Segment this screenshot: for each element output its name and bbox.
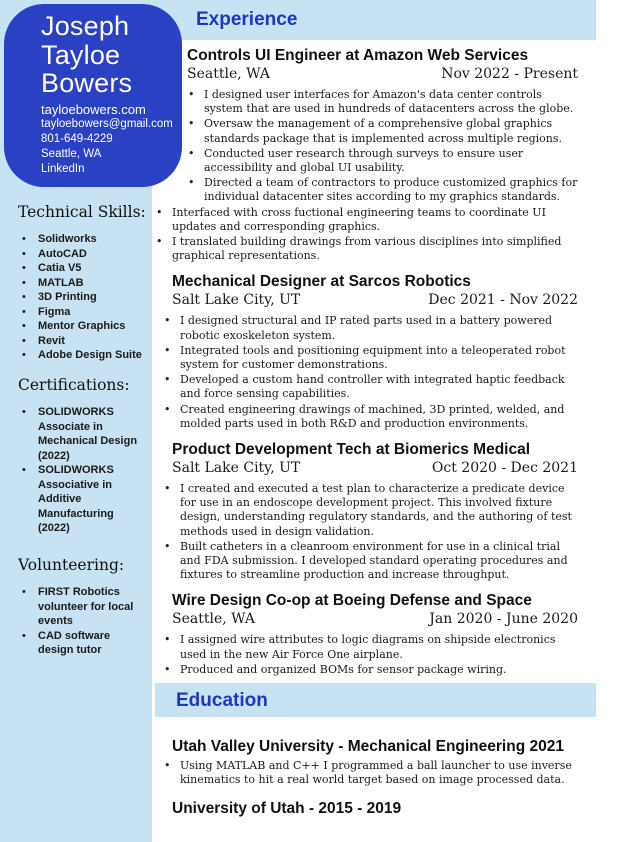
job-bullet: • I assigned wire attributes to logic diagrams on shipside electronics used in the new Air Force One airplane. bbox=[164, 633, 578, 661]
job-bullet: • I translated building drawings from various disciplines into simplified graphical representations. bbox=[156, 235, 578, 263]
job-title: Product Development Tech at Biomerics Medical bbox=[172, 441, 531, 459]
job-meta bbox=[172, 292, 578, 309]
job-location: Seattle, WA bbox=[187, 66, 270, 82]
job-entry-boeing bbox=[172, 591, 578, 677]
location-text: Seattle, WA bbox=[41, 147, 102, 160]
job-bullet: • Oversaw the management of a comprehensive global graphics standards package that is implemented across multiple regions. bbox=[188, 117, 578, 145]
job-meta bbox=[172, 460, 578, 477]
job-location: Seattle, WA bbox=[172, 611, 255, 628]
experience-heading: Experience bbox=[196, 9, 298, 30]
job-bullet: • I designed user interfaces for Amazon's data center controls system that are used in hundreds of datacenters across the globe. bbox=[188, 88, 578, 116]
certifications-heading: Certifications: bbox=[18, 376, 130, 394]
school-title: Utah Valley University - Mechanical Engineering 2021 bbox=[172, 738, 564, 755]
job-location: Salt Lake City, UT bbox=[172, 292, 301, 309]
full-name bbox=[41, 12, 172, 98]
name-line-last: Bowers bbox=[41, 68, 133, 98]
technical-skills-list bbox=[20, 232, 142, 363]
job-bullet-list bbox=[172, 482, 578, 582]
job-bullet: • Integrated tools and positioning equipment into a teleoperated robot system for customer demonstrations. bbox=[164, 344, 578, 372]
technical-skills-heading: Technical Skills: bbox=[18, 203, 146, 221]
job-bullet-list bbox=[172, 314, 578, 431]
job-bullet-list bbox=[172, 633, 578, 677]
job-entry-aws bbox=[172, 46, 578, 263]
school-entry-uvu bbox=[172, 737, 578, 787]
email-link[interactable]: tayloebowers@gmail.com bbox=[41, 118, 173, 131]
skill-item: • Revit bbox=[20, 334, 142, 349]
job-bullet: • Directed a team of contractors to produce customized graphics for individual datacenter sites according to my graphics standards. bbox=[188, 176, 578, 204]
job-location: Salt Lake City, UT bbox=[172, 460, 301, 477]
skill-item: • Mentor Graphics bbox=[20, 319, 142, 334]
job-bullet: • Conducted user research through surveys to ensure user accessibility and global UI usability. bbox=[188, 147, 578, 175]
job-dates: Dec 2021 - Nov 2022 bbox=[428, 292, 578, 309]
volunteering-section bbox=[0, 556, 152, 658]
certification-item: • SOLIDWORKS Associate in Mechanical Design (2022) bbox=[20, 405, 142, 463]
job-bullet: • Created engineering drawings of machined, 3D printed, welded, and molded parts used in both R&D and production environments. bbox=[164, 403, 578, 431]
skill-item: • Adobe Design Suite bbox=[20, 348, 142, 363]
job-dates: Oct 2020 - Dec 2021 bbox=[431, 460, 578, 477]
job-bullet: • Developed a custom hand controller with integrated haptic feedback and force sensing capabilities. bbox=[164, 373, 578, 401]
name-line-first: Joseph bbox=[41, 11, 130, 41]
skill-item: • MATLAB bbox=[20, 276, 142, 291]
certifications-section bbox=[0, 376, 152, 536]
certification-item: • SOLIDWORKS Associative in Additive Manufacturing (2022) bbox=[20, 463, 142, 536]
school-bullet: • Using MATLAB and C++ I programmed a ball launcher to use inverse kinematics to hit a real world target based on image processed data. bbox=[164, 759, 578, 787]
technical-skills-section bbox=[0, 203, 152, 363]
school-entry-uofu bbox=[172, 799, 578, 819]
skill-item: • AutoCAD bbox=[20, 247, 142, 262]
school-title: University of Utah - 2015 - 2019 bbox=[172, 800, 402, 818]
skill-item: • Solidworks bbox=[20, 232, 142, 247]
skill-item: • Figma bbox=[20, 305, 142, 320]
job-meta bbox=[187, 66, 578, 83]
certifications-list bbox=[20, 405, 142, 536]
job-bullet: • I designed structural and IP rated parts used in a battery powered robotic exoskeleton system. bbox=[164, 314, 578, 342]
job-title: Mechanical Designer at Sarcos Robotics bbox=[172, 273, 471, 291]
job-entry-biomerics bbox=[172, 440, 578, 582]
school-bullet-list bbox=[172, 759, 578, 787]
experience-section bbox=[172, 46, 578, 686]
volunteering-item: • CAD software design tutor bbox=[20, 629, 142, 658]
education-section bbox=[172, 737, 578, 831]
job-dates: Jan 2020 - June 2020 bbox=[429, 611, 578, 628]
contact-info bbox=[41, 103, 172, 177]
job-bullet: • Produced and organized BOMs for sensor package wiring. bbox=[164, 663, 578, 677]
job-title: Controls UI Engineer at Amazon Web Services bbox=[187, 47, 529, 64]
volunteering-heading: Volunteering: bbox=[18, 556, 125, 574]
education-heading: Education bbox=[176, 690, 268, 711]
job-title: Wire Design Co-op at Boeing Defense and Space bbox=[172, 592, 532, 610]
skill-item: • 3D Printing bbox=[20, 290, 142, 305]
phone-number: 801-649-4229 bbox=[41, 133, 113, 146]
job-meta bbox=[172, 611, 578, 628]
job-entry-sarcos bbox=[172, 272, 578, 431]
job-bullet: • Interfaced with cross fuctional engineering teams to coordinate UI updates and corresponding graphics. bbox=[156, 206, 578, 234]
job-bullet: • Built catheters in a cleanroom environment for use in a clinical trial and FDA submission. I developed standard operating procedures and fixtures to streamline production and increase throughput. bbox=[164, 540, 578, 583]
linkedin-link[interactable]: LinkedIn bbox=[41, 162, 85, 175]
job-bullet-list bbox=[172, 88, 578, 263]
name-line-middle: Tayloe bbox=[41, 39, 121, 70]
job-bullet: • I created and executed a test plan to characterize a predicate device for use in an endoscope development project. This involved fixture design, understanding regulatory standards, and the authoring of test methods used in design validation. bbox=[164, 482, 578, 539]
volunteering-item: • FIRST Robotics volunteer for local events bbox=[20, 585, 142, 629]
volunteering-list bbox=[20, 585, 142, 658]
website-link[interactable]: tayloebowers.com bbox=[41, 101, 146, 117]
job-dates: Nov 2022 - Present bbox=[441, 66, 578, 82]
contact-card bbox=[4, 4, 182, 187]
skill-item: • Catia V5 bbox=[20, 261, 142, 276]
